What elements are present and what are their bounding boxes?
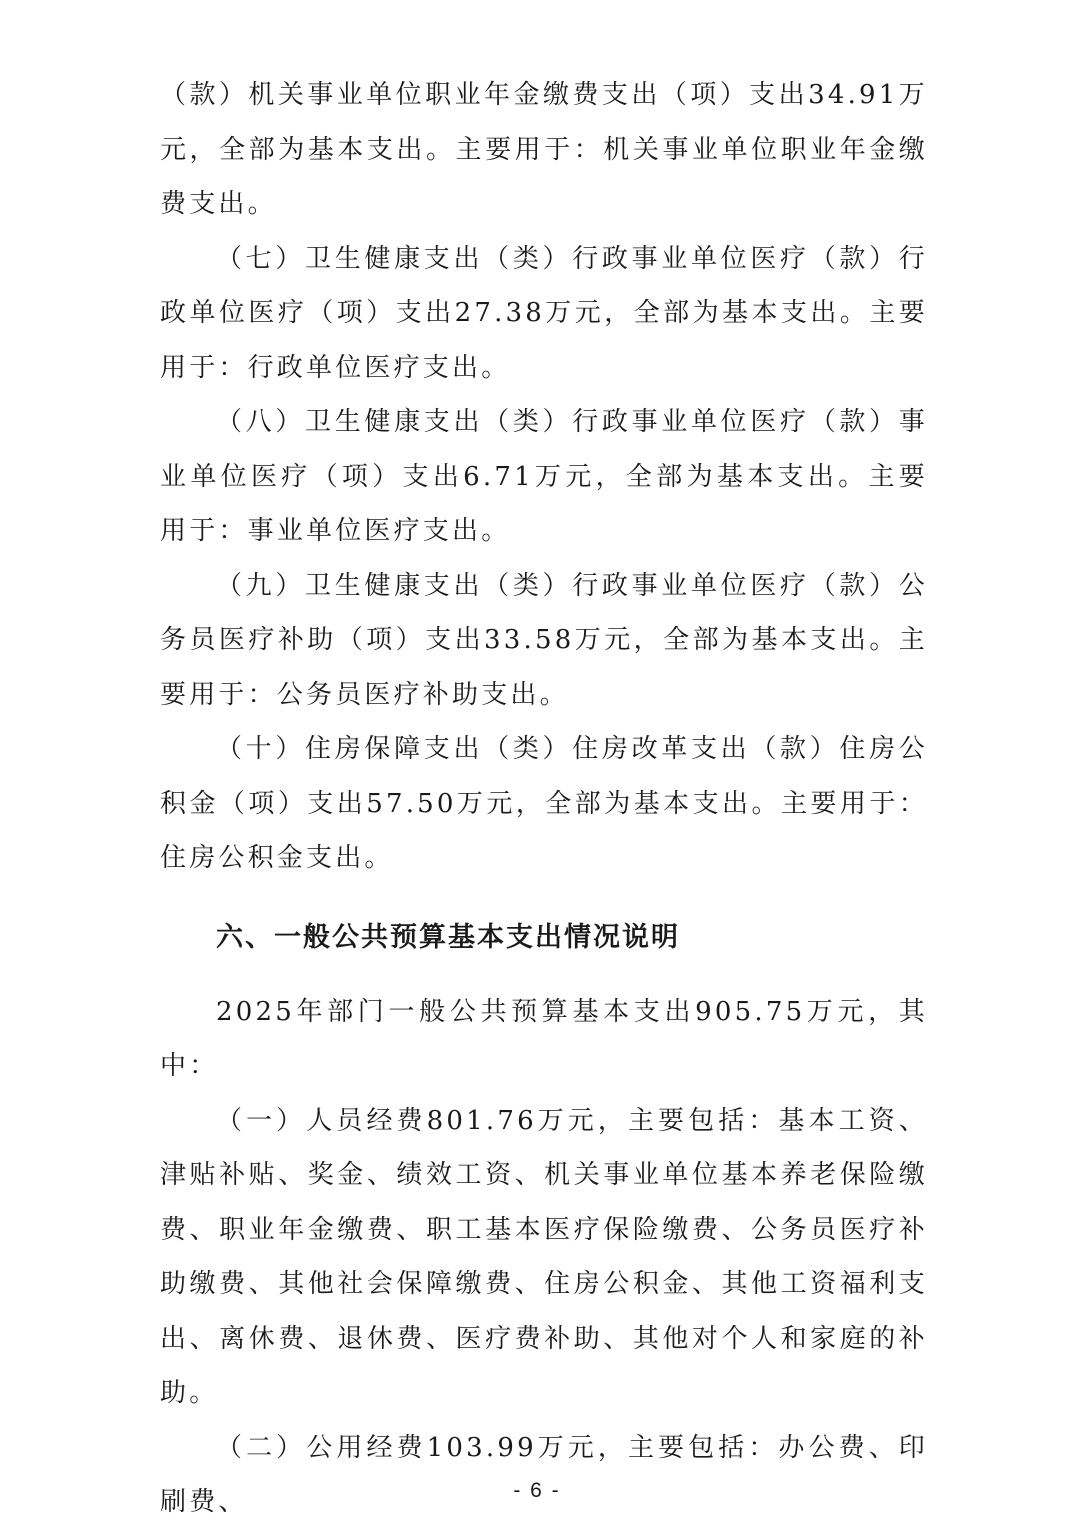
- paragraph-personnel-expenses: （一）人员经费801.76万元，主要包括：基本工资、津贴补贴、奖金、绩效工资、机关事业单位基本养老保险缴费、职业年金缴费、职工基本医疗保险缴费、公务员医疗补助缴费、其他社会保障缴费、住房公积金、其他工资福利支出、离休费、退休费、医疗费补助、其他对个人和家庭的补助。: [160, 1105, 928, 1408]
- paragraph-basic-expenditure-total: 2025年部门一般公共预算基本支出905.75万元，其中：: [160, 996, 928, 1081]
- section-heading: 六、一般公共预算基本支出情况说明: [216, 921, 680, 953]
- paragraph-public-expenses: （二）公用经费103.99万元，主要包括：办公费、印刷费、: [160, 1432, 928, 1517]
- paragraph-civil-servant-medical-subsidy: （九）卫生健康支出（类）行政事业单位医疗（款）公务员医疗补助（项）支出33.58万元，全部为基本支出。主要用于：公务员医疗补助支出。: [160, 570, 928, 710]
- paragraph-pension-continuation: （款）机关事业单位职业年金缴费支出（项）支出34.91万元，全部为基本支出。主要用于：机关事业单位职业年金缴费支出。: [160, 80, 928, 219]
- paragraph-housing-fund: （十）住房保障支出（类）住房改革支出（款）住房公积金（项）支出57.50万元，全部为基本支出。主要用于：住房公积金支出。: [160, 734, 928, 873]
- paragraph-institution-medical: （八）卫生健康支出（类）行政事业单位医疗（款）事业单位医疗（项）支出6.71万元，全部为基本支出。主要用于：事业单位医疗支出。: [160, 407, 928, 546]
- paragraph-admin-medical: （七）卫生健康支出（类）行政事业单位医疗（款）行政单位医疗（项）支出27.38万元，全部为基本支出。主要用于：行政单位医疗支出。: [160, 243, 928, 383]
- page-number: - 6 -: [513, 1479, 561, 1502]
- document-body: [160, 68, 928, 1530]
